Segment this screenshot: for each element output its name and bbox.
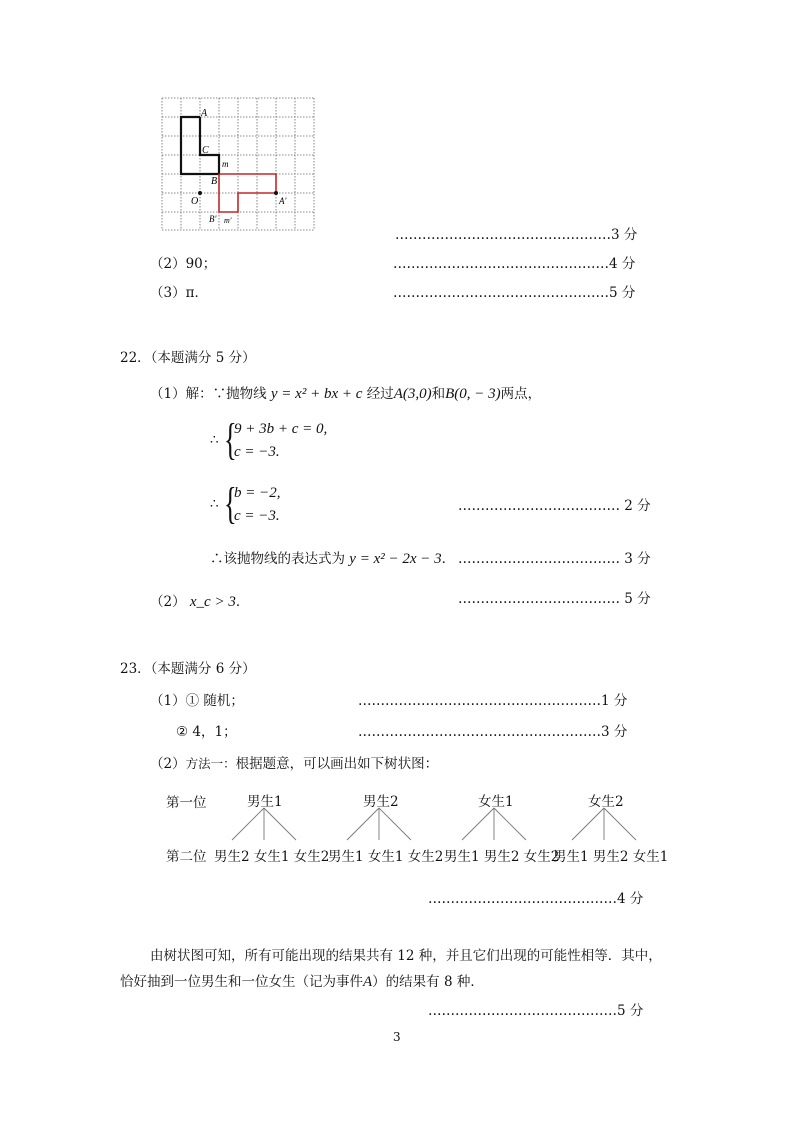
- tree-leaf: 男生1: [553, 849, 589, 865]
- label-A: A: [201, 108, 208, 119]
- tree-leaf: 女生2: [523, 849, 560, 865]
- q23-p1-score1: ………………………………………………1 分: [358, 693, 628, 709]
- label-m-prime: m': [224, 216, 232, 225]
- q21-part2: （2）90；: [150, 256, 217, 272]
- tree-leaf: 男生2: [483, 849, 520, 865]
- q22-part2: [150, 590, 249, 611]
- label-O: O: [191, 196, 199, 207]
- q22-part1-and: 和: [431, 386, 446, 402]
- q23-score-5: ……………………………………5 分: [428, 1003, 644, 1019]
- label-B: B: [211, 176, 218, 187]
- q22-header: 22．（本题满分 5 分）: [120, 350, 256, 366]
- q22-part2-end: ．: [235, 594, 250, 610]
- q21-score-4: …………………………………………4 分: [393, 256, 636, 272]
- q22-part1-prefix: （1）解：∵抛物线: [150, 386, 267, 402]
- page-number: 3: [393, 1030, 401, 1044]
- q21-part3: （3）π．: [150, 285, 208, 301]
- label-B-prime: B': [209, 214, 217, 224]
- tree-second-label: 第二位: [166, 849, 207, 865]
- q23-header: 23．（本题满分 6 分）: [120, 661, 256, 677]
- q23-p1-item1: （1）① 随机；: [150, 693, 244, 709]
- tree-leaf: 女生1: [632, 849, 669, 865]
- q22-part1-mid: 经过: [366, 386, 394, 402]
- rotated-shape: [219, 174, 276, 212]
- q22-part2-label: （2）: [150, 594, 186, 610]
- point-O: [198, 191, 202, 195]
- q22-part2-equation: x_c > 3: [189, 594, 236, 610]
- q23-p1-score3: ………………………………………………3 分: [358, 724, 628, 740]
- label-C: C: [202, 145, 209, 156]
- q22-system2-line1: b = −2,: [234, 485, 281, 501]
- q22-expr-prefix: ∴该抛物线的表达式为: [210, 551, 345, 567]
- q22-brace-2: {: [224, 479, 237, 528]
- tree-leaf: 女生2: [293, 849, 330, 865]
- tree-leaf: 女生1: [367, 849, 404, 865]
- q22-score-3: ……………………………… 3 分: [458, 551, 651, 567]
- q23-p2-label: （2）: [150, 756, 186, 772]
- q21-score-5: …………………………………………5 分: [393, 285, 636, 301]
- q23-score-4: ……………………………………4 分: [428, 891, 644, 907]
- q23-p2-intro: [150, 752, 438, 772]
- q21-score-3: …………………………………………3 分: [395, 227, 638, 243]
- q22-system2-line2: c = −3.: [234, 508, 280, 524]
- q22-expression: [210, 547, 455, 568]
- tree-leaves-4: [553, 845, 668, 865]
- q22-brace-1: {: [224, 415, 237, 464]
- tree-leaf: 男生2: [592, 849, 629, 865]
- q23-conclusion-a: 恰好抽到一位男生和一位女生（记为事件: [120, 974, 363, 990]
- tree-leaves-2: [328, 845, 443, 865]
- q22-expr-equation: y = x² − 2x − 3: [349, 551, 442, 567]
- tree-leaf: 男生1: [328, 849, 364, 865]
- q22-part1: [150, 382, 541, 403]
- tree-leaf: 男生1: [444, 849, 480, 865]
- tree-leaf: 男生2: [214, 849, 250, 865]
- label-A-prime: A': [279, 196, 287, 206]
- q23-conclusion-line1: 由树状图可知，所有可能出现的结果共有 12 种，并且它们出现的可能性相等．其中，: [150, 948, 662, 964]
- tree-leaf: 女生2: [407, 849, 444, 865]
- grid-figure: [158, 94, 318, 236]
- tree-leaves-1: [214, 845, 329, 865]
- q22-part1-equation: y = x² + bx + c: [270, 386, 363, 402]
- q23-p2-text: 根据题意，可以画出如下树状图：: [235, 756, 439, 772]
- tree-root-2: 男生2: [363, 794, 399, 810]
- tree-root-4: 女生2: [588, 794, 624, 810]
- q22-system1-line1: 9 + 3b + c = 0,: [234, 421, 328, 437]
- tree-root-1: 男生1: [247, 794, 283, 810]
- tree-leaf: 女生1: [253, 849, 290, 865]
- q23-p2-method: 方法一：: [185, 756, 236, 771]
- q23-p1-item2: ② 4，1；: [176, 724, 237, 740]
- label-m: m: [222, 159, 229, 169]
- point-A-prime: [274, 191, 278, 195]
- q22-point-b: B(0, − 3): [445, 386, 501, 402]
- q22-score-2: ……………………………… 2 分: [458, 498, 651, 514]
- q22-part1-suffix: 两点，: [500, 386, 542, 402]
- q22-point-a: A(3,0): [393, 386, 432, 402]
- q22-system1-line2: c = −3.: [234, 444, 280, 460]
- tree-leaves-3: [444, 845, 559, 865]
- tree-root-3: 女生1: [478, 794, 514, 810]
- q22-score-5: ……………………………… 5 分: [458, 591, 651, 607]
- q23-conclusion-line2: [120, 970, 484, 991]
- q23-event-a: A: [363, 974, 373, 990]
- q22-therefore-2: ∴: [210, 496, 219, 512]
- q22-expr-end: ．: [441, 551, 456, 567]
- tree-first-label: 第一位: [166, 795, 207, 811]
- q23-conclusion-b: ）的结果有 8 种．: [372, 974, 484, 990]
- q22-therefore-1: ∴: [210, 432, 219, 448]
